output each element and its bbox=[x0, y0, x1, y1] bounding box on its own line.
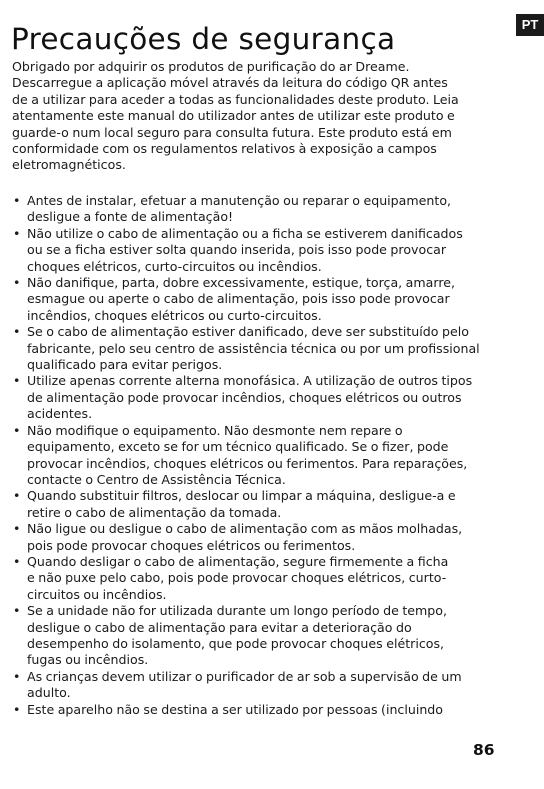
bullet-line: pois pode provocar choques elétricos ou ferimentos. bbox=[27, 537, 356, 553]
bullet-item bbox=[12, 324, 502, 373]
bullet-item bbox=[12, 226, 502, 275]
bullet-line: contacte o Centro de Assistência Técnica. bbox=[27, 471, 286, 487]
page-title: Precauções de segurança bbox=[11, 21, 396, 56]
bullet-item bbox=[12, 275, 502, 324]
bullet-line: fabricante, pelo seu centro de assistência técnica ou por um profissional bbox=[27, 340, 480, 356]
safety-precautions-list bbox=[12, 193, 502, 718]
bullet-line: • Quando desligar o cabo de alimentação, segure firmemente a ficha bbox=[27, 553, 449, 569]
bullet-line: • Utilize apenas corrente alterna monofásica. A utilização de outros tipos bbox=[27, 373, 473, 389]
bullet-line: • Se a unidade não for utilizada durante um longo período de tempo, bbox=[27, 603, 447, 619]
bullet-item bbox=[12, 702, 502, 718]
bullet-line: qualificado para evitar perigos. bbox=[27, 357, 223, 373]
bullet-line: ou se a ficha estiver solta quando inserida, pois isso pode provocar bbox=[27, 242, 447, 258]
bullet-item bbox=[12, 554, 502, 603]
language-badge: PT bbox=[516, 14, 544, 36]
intro-line: Descarregue a aplicação móvel através da leitura do código QR antes bbox=[12, 75, 448, 91]
bullet-item bbox=[12, 603, 502, 669]
bullet-line: • As crianças devem utilizar o purificador de ar sob a supervisão de um bbox=[27, 668, 462, 684]
bullet-line: choques elétricos, curto-circuitos ou incêndios. bbox=[27, 258, 322, 274]
bullet-line: • Não danifique, parta, dobre excessivamente, estique, torça, amarre, bbox=[27, 275, 455, 291]
bullet-line: provocar incêndios, choques elétricos ou ferimentos. Para reparações, bbox=[27, 455, 468, 471]
bullet-item bbox=[12, 521, 502, 554]
intro-paragraph bbox=[12, 59, 482, 174]
bullet-line: adulto. bbox=[27, 685, 71, 701]
bullet-line: esmague ou aperte o cabo de alimentação, pois isso pode provocar bbox=[27, 291, 450, 307]
intro-line: Obrigado por adquirir os produtos de purificação do ar Dreame. bbox=[12, 59, 410, 74]
bullet-line: circuitos ou incêndios. bbox=[27, 586, 167, 602]
intro-line: guarde-o num local seguro para consulta futura. Este produto está em bbox=[12, 124, 452, 140]
bullet-item bbox=[12, 423, 502, 489]
bullet-line: desligue a fonte de alimentação! bbox=[27, 209, 234, 225]
intro-line: conformidade com os regulamentos relativos à exposição a campos bbox=[12, 141, 437, 157]
page-number: 86 bbox=[473, 741, 495, 759]
bullet-line: equipamento, exceto se for um técnico qualificado. Se o fizer, pode bbox=[27, 439, 449, 455]
bullet-line: • Não modifique o equipamento. Não desmonte nem repare o bbox=[27, 422, 403, 438]
bullet-line: e não puxe pelo cabo, pois pode provocar choques elétricos, curto- bbox=[27, 570, 447, 586]
bullet-item bbox=[12, 488, 502, 521]
bullet-line: retire o cabo de alimentação da tomada. bbox=[27, 504, 282, 520]
bullet-item bbox=[12, 373, 502, 422]
bullet-item bbox=[12, 669, 502, 702]
bullet-line: • Se o cabo de alimentação estiver danificado, deve ser substituído pelo bbox=[27, 324, 469, 340]
bullet-line: de alimentação pode provocar incêndios, choques elétricos ou outros bbox=[27, 389, 462, 405]
bullet-line: desempenho do isolamento, que pode provocar choques elétricos, bbox=[27, 635, 445, 651]
bullet-line: incêndios, choques elétricos ou curto-circuitos. bbox=[27, 307, 322, 323]
bullet-item bbox=[12, 193, 502, 226]
intro-line: eletromagnéticos. bbox=[12, 157, 126, 173]
intro-line: de a utilizar para aceder a todas as funcionalidades deste produto. Leia bbox=[12, 91, 459, 107]
bullet-line: • Não ligue ou desligue o cabo de alimentação com as mãos molhadas, bbox=[27, 521, 463, 537]
bullet-line: • Antes de instalar, efetuar a manutenção ou reparar o equipamento, bbox=[27, 193, 452, 208]
bullet-line: • Este aparelho não se destina a ser utilizado por pessoas (incluindo bbox=[27, 701, 444, 717]
bullet-line: fugas ou incêndios. bbox=[27, 652, 149, 668]
bullet-line: • Quando substituir filtros, deslocar ou limpar a máquina, desligue-a e bbox=[27, 488, 456, 504]
bullet-line: acidentes. bbox=[27, 406, 93, 422]
intro-line: atentamente este manual do utilizador antes de utilizar este produto e bbox=[12, 108, 455, 124]
bullet-line: • Não utilize o cabo de alimentação ou a ficha se estiverem danificados bbox=[27, 225, 463, 241]
bullet-line: desligue o cabo de alimentação para evitar a deterioração do bbox=[27, 619, 412, 635]
